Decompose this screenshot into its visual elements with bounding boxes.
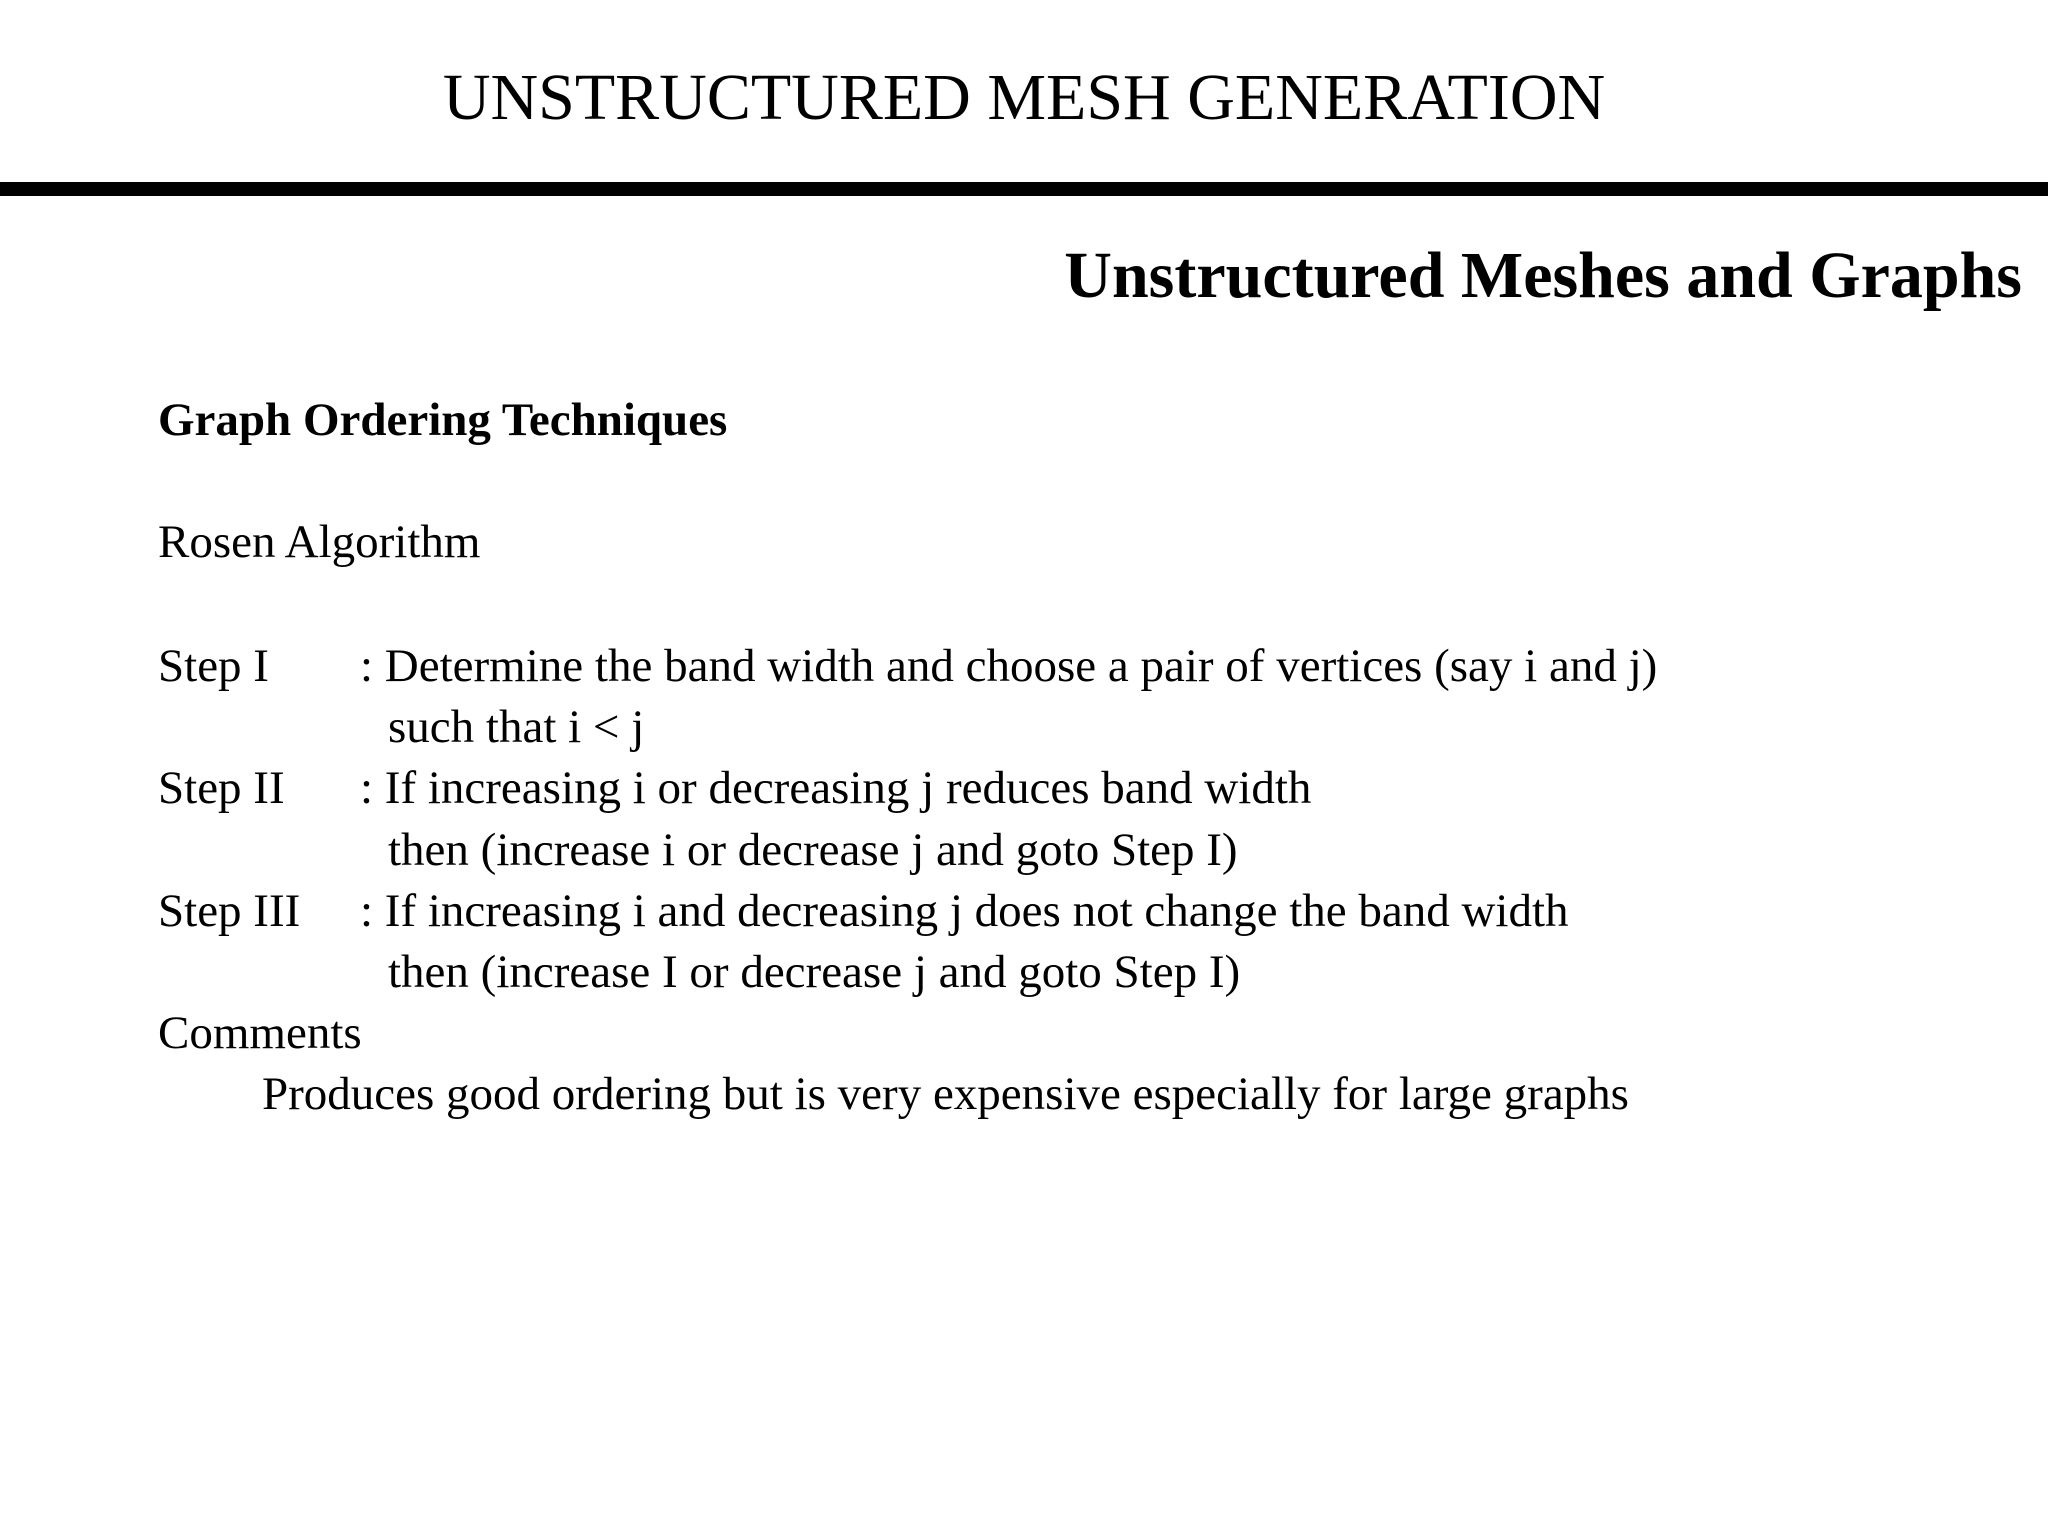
step-1-label: Step I <box>158 640 269 692</box>
step-1-line-2: such that i < j <box>388 701 645 753</box>
slide-subtitle: Unstructured Meshes and Graphs <box>1064 239 2022 312</box>
comment-text: Produces good ordering but is very expensive especially for large graphs <box>262 1068 1629 1120</box>
step-2-line-1: : If increasing i or decreasing j reduces band width <box>360 762 1312 814</box>
comments-label: Comments <box>158 1007 362 1059</box>
step-3-line-1: : If increasing i and decreasing j does not change the band width <box>360 885 1569 937</box>
step-3-line-2: then (increase I or decrease j and goto Step I) <box>388 946 1241 998</box>
step-2-label: Step II <box>158 762 285 814</box>
algorithm-name: Rosen Algorithm <box>158 516 481 568</box>
title-divider <box>0 182 2048 196</box>
section-heading: Graph Ordering Techniques <box>158 394 728 446</box>
slide-title: UNSTRUCTURED MESH GENERATION <box>442 61 1606 134</box>
step-3-label: Step III <box>158 885 301 937</box>
step-2-line-2: then (increase i or decrease j and goto Step I) <box>388 824 1238 876</box>
step-1-line-1: : Determine the band width and choose a pair of vertices (say i and j) <box>360 640 1658 692</box>
